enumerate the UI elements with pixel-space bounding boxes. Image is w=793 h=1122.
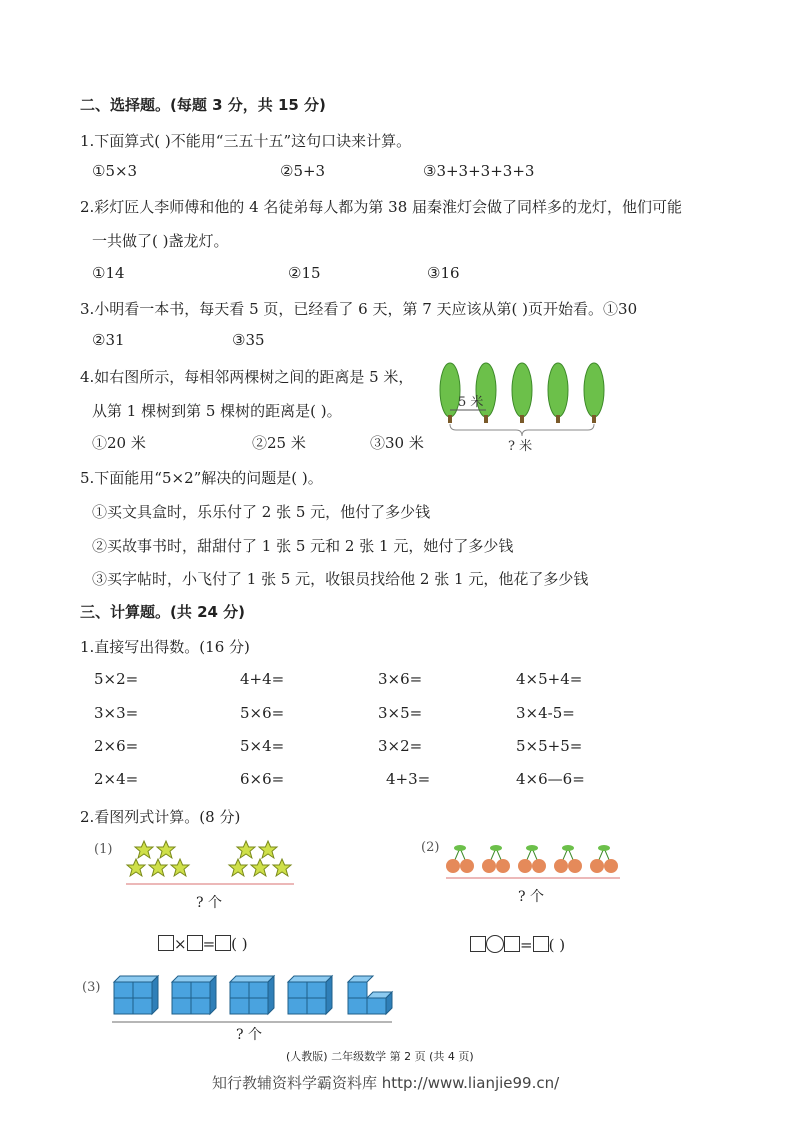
cherry-icon <box>554 845 582 873</box>
question-count-3: ? 个 <box>236 1027 262 1043</box>
unit-blank[interactable]: ( ) <box>231 935 248 953</box>
answer-box[interactable] <box>187 935 203 951</box>
q2-stem-line1: 2.彩灯匠人李师傅和他的 4 名徒弟每人都为第 38 届秦淮灯会做了同样多的龙灯，他们可能 <box>80 198 683 216</box>
calc-item: 3×4-5= <box>516 704 575 722</box>
star-icon <box>273 859 291 876</box>
question-count-2: ? 个 <box>518 889 544 905</box>
calc-item: 4+4= <box>240 670 285 688</box>
q3-option-3: ③35 <box>232 331 265 349</box>
tree-icon <box>548 363 568 423</box>
star-icon <box>251 859 269 876</box>
star-icon <box>149 859 167 876</box>
q2-option-2: ②15 <box>288 264 321 282</box>
q2-option-1: ①14 <box>92 264 125 282</box>
cube-block-icon <box>288 976 332 1014</box>
calc-q2-title: 2.看图列式计算。(8 分) <box>80 808 241 826</box>
calc-item: 5×6= <box>240 704 285 722</box>
watermark: 知行教辅资料学霸资料库 http://www.lianjie99.cn/ <box>212 1074 560 1092</box>
star-icon <box>157 841 175 858</box>
unit-blank[interactable]: ( ) <box>548 936 566 954</box>
brace <box>450 424 594 436</box>
cherry-icon <box>446 845 474 873</box>
calc-item: 2×6= <box>94 737 139 755</box>
operator-circle[interactable] <box>486 935 504 953</box>
section-3-title: 三、计算题。(共 24 分) <box>80 603 246 621</box>
star-icon <box>237 841 255 858</box>
formula-2: = ( ) <box>470 935 565 954</box>
q4-stem-line2: 从第 1 棵树到第 5 棵树的距离是( )。 <box>92 402 342 420</box>
q4-option-3: ③30 米 <box>370 434 424 452</box>
q2-stem-line2: 一共做了( )盏龙灯。 <box>92 232 229 250</box>
calc-item: 3×6= <box>378 670 423 688</box>
tree-icon <box>440 363 460 423</box>
cherry-icon <box>482 845 510 873</box>
calc-item: 3×2= <box>378 737 423 755</box>
answer-box[interactable] <box>504 936 520 952</box>
answer-box[interactable] <box>470 936 486 952</box>
star-icon <box>135 841 153 858</box>
q1-stem: 1.下面算式( )不能用“三五十五”这句口诀来计算。 <box>80 132 412 150</box>
answer-box[interactable] <box>158 935 174 951</box>
star-icon <box>259 841 277 858</box>
calc-item: 4+3= <box>386 770 431 788</box>
tree-icon <box>584 363 604 423</box>
q1-option-2: ②5+3 <box>280 162 326 180</box>
star-icon <box>127 859 145 876</box>
formula-1: × = ( ) <box>158 935 248 953</box>
picture-3-label: (3) <box>82 980 101 995</box>
calc-item: 3×3= <box>94 704 139 722</box>
calc-item: 3×5= <box>378 704 423 722</box>
calc-item: 5×4= <box>240 737 285 755</box>
q3-stem: 3.小明看一本书，每天看 5 页，已经看了 6 天，第 7 天应该从第( )页开始看。①30 <box>80 300 638 318</box>
q1-option-1: ①5×3 <box>92 162 138 180</box>
calc-item: 4×6—6= <box>516 770 585 788</box>
picture-2-label: (2) <box>421 840 440 855</box>
stars-figure <box>122 838 300 890</box>
tree-icon <box>512 363 532 423</box>
calc-item: 5×2= <box>94 670 139 688</box>
answer-box[interactable] <box>533 936 549 952</box>
star-icon <box>171 859 189 876</box>
cube-block-icon <box>114 976 158 1014</box>
cherries-figure <box>444 840 624 885</box>
answer-box[interactable] <box>215 935 231 951</box>
cherry-icon <box>518 845 546 873</box>
calc-item: 5×5+5= <box>516 737 583 755</box>
cube-block-icon <box>348 976 392 1014</box>
q5-option-1: ①买文具盒时，乐乐付了 2 张 5 元，他付了多少钱 <box>92 503 431 521</box>
q3-option-2: ②31 <box>92 331 125 349</box>
page-footer: (人教版) 二年级数学 第 2 页 (共 4 页) <box>286 1050 474 1063</box>
cube-block-icon <box>172 976 216 1014</box>
picture-1-label: (1) <box>94 842 113 857</box>
question-count-1: ? 个 <box>196 895 222 911</box>
calc-q1-title: 1.直接写出得数。(16 分) <box>80 638 250 656</box>
q4-option-2: ②25 米 <box>252 434 306 452</box>
tree-icon <box>476 363 496 423</box>
star-icon <box>229 859 247 876</box>
q5-stem: 5.下面能用“5×2”解决的问题是( )。 <box>80 469 323 487</box>
question-distance: ? 米 <box>508 439 533 454</box>
calc-item: 6×6= <box>240 770 285 788</box>
q4-option-1: ①20 米 <box>92 434 146 452</box>
cube-block-icon <box>230 976 274 1014</box>
q1-option-3: ③3+3+3+3+3 <box>423 162 535 180</box>
distance-label: 5 米 <box>458 395 484 410</box>
calc-item: 4×5+4= <box>516 670 583 688</box>
q4-stem-line1: 4.如右图所示，每相邻两棵树之间的距离是 5 米， <box>80 368 414 386</box>
section-2-title: 二、选择题。(每题 3 分，共 15 分) <box>80 96 326 114</box>
q5-option-2: ②买故事书时，甜甜付了 1 张 5 元和 2 张 1 元，她付了多少钱 <box>92 537 514 555</box>
calc-item: 2×4= <box>94 770 139 788</box>
q5-option-3: ③买字帖时，小飞付了 1 张 5 元，收银员找给他 2 张 1 元，他花了多少钱 <box>92 570 589 588</box>
q2-option-3: ③16 <box>427 264 460 282</box>
trees-figure <box>436 360 616 455</box>
cherry-icon <box>590 845 618 873</box>
cubes-figure <box>108 970 398 1026</box>
